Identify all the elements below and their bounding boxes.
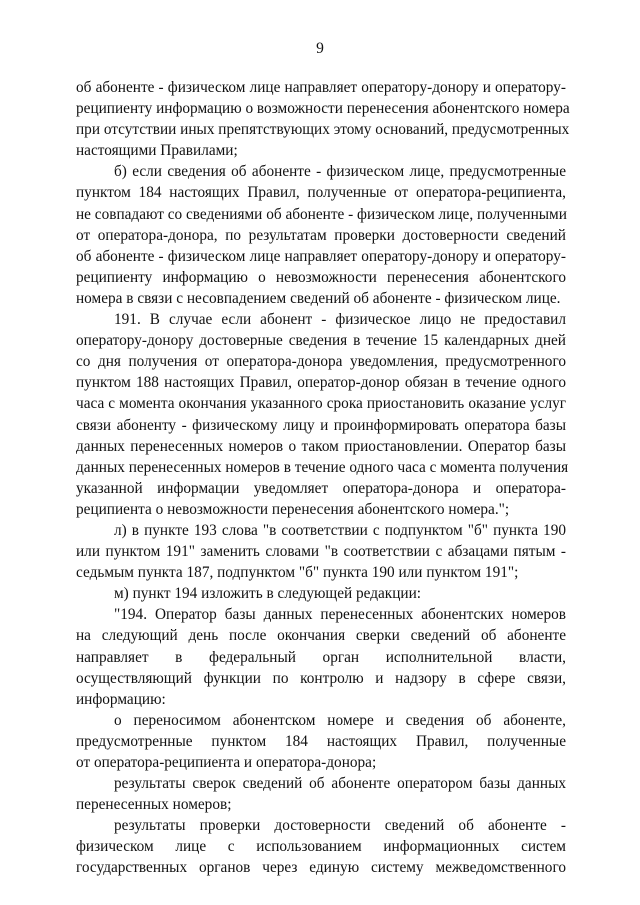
text-line: пунктом 188 настоящих Правил, оператор-донор обязан в течение одного bbox=[76, 374, 566, 392]
text-line: со дня получения от оператора-донора уведомления, предусмотренного bbox=[76, 353, 566, 371]
text-line: от оператора-донора, по результатам проверки достоверности сведений bbox=[76, 226, 566, 244]
text-line: об абоненте - физическом лице направляет оператору-донору и оператору- bbox=[76, 79, 566, 96]
text-line: результаты проверки достоверности сведений об абоненте - bbox=[114, 817, 566, 835]
text-line: 191. В случае если абонент - физическое лицо не предоставил bbox=[114, 311, 566, 329]
text-line: осуществляющий функции по контролю и надзору в сфере связи, bbox=[76, 669, 566, 687]
text-line: седьмым пункта 187, подпунктом "б" пункта 190 или пунктом 191"; bbox=[76, 564, 519, 582]
text-line: не совпадают со сведениями об абоненте - физическом лице, полученными bbox=[76, 205, 567, 223]
text-line: м) пункт 194 изложить в следующей редакции: bbox=[114, 585, 422, 603]
text-line: "194. Оператор базы данных перенесенных абонентских номеров bbox=[114, 606, 566, 624]
text-line: реципиенту информацию о невозможности перенесения абонентского bbox=[76, 268, 566, 286]
text-line: связи абоненту - физическому лицу и проинформировать оператора базы bbox=[76, 416, 566, 434]
text-line: данных перенесенных номеров в течение одного часа с момента получения bbox=[76, 458, 569, 476]
text-line: или пунктом 191" заменить словами "в соответствии с абзацами пятым - bbox=[76, 543, 566, 561]
text-line: часа с момента окончания указанного срока приостановить оказание услуг bbox=[76, 395, 566, 413]
document-body bbox=[76, 77, 570, 879]
text-line: результаты сверок сведений об абоненте оператором базы данных bbox=[114, 775, 566, 793]
text-line: реципиенту информацию о возможности перенесения абонентского номера bbox=[76, 100, 570, 118]
text-line: пунктом 184 настоящих Правил, полученные от оператора-реципиента, bbox=[76, 184, 566, 202]
page-number: 9 bbox=[316, 40, 324, 57]
text-line: настоящими Правилами; bbox=[76, 142, 238, 160]
text-line: государственных органов через единую систему межведомственного bbox=[76, 859, 566, 877]
text-line: предусмотренные пунктом 184 настоящих Правил, полученные bbox=[76, 732, 566, 750]
text-line: оператору-донору достоверные сведения в течение 15 календарных дней bbox=[76, 332, 566, 350]
text-line: номера в связи с несовпадением сведений об абоненте - физическом лице. bbox=[76, 289, 561, 307]
text-line: о переносимом абонентском номере и сведения об абоненте, bbox=[114, 711, 566, 729]
text-line: реципиента о невозможности перенесения абонентского номера."; bbox=[76, 500, 510, 518]
text-line: физическом лице с использованием информационных систем bbox=[76, 838, 566, 856]
text-line: на следующий день после окончания сверки сведений об абоненте bbox=[76, 627, 566, 645]
text-line: б) если сведения об абоненте - физическом лице, предусмотренные bbox=[114, 163, 566, 181]
text-line: перенесенных номеров; bbox=[76, 796, 232, 814]
text-line: указанной информации уведомляет оператора-донора и оператора- bbox=[76, 479, 566, 497]
text-line: данных перенесенных номеров о таком приостановлении. Оператор базы bbox=[76, 437, 566, 455]
text-line: от оператора-реципиента и оператора-донора; bbox=[76, 754, 377, 771]
text-line: об абоненте - физическом лице направляет оператору-донору и оператору- bbox=[76, 247, 566, 265]
text-line: направляет в федеральный орган исполнительной власти, bbox=[76, 648, 566, 666]
text-line: л) в пункте 193 слова "в соответствии с подпунктом "б" пункта 190 bbox=[114, 521, 566, 539]
text-line: при отсутствии иных препятствующих этому оснований, предусмотренных bbox=[76, 121, 570, 139]
text-line: информацию: bbox=[76, 690, 166, 708]
